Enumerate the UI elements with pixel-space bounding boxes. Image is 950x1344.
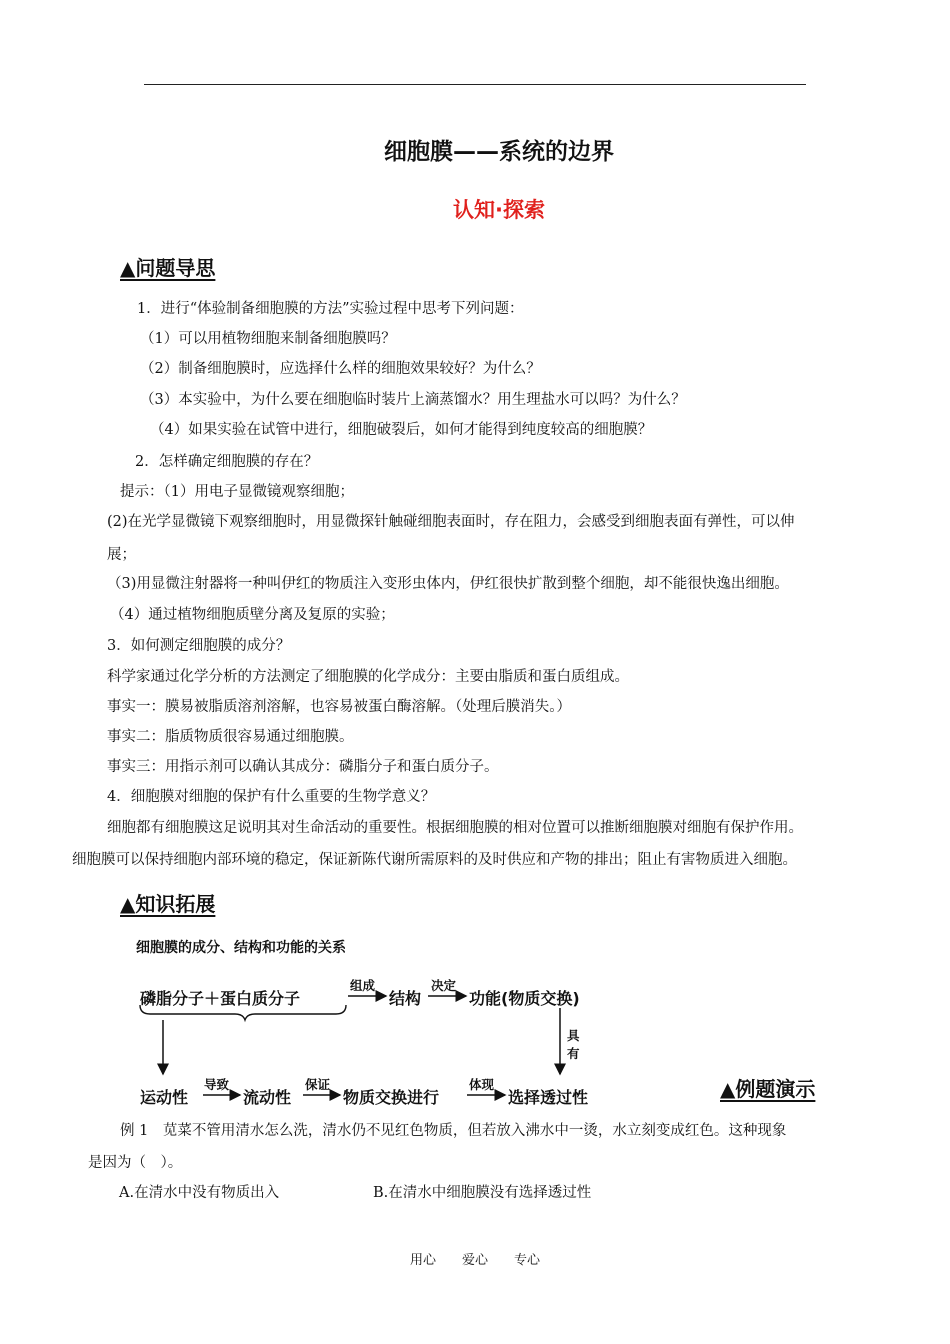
diagram-node-motility: 运动性 <box>140 1088 189 1107</box>
question-1-4: （4）如果实验在试管中进行，细胞破裂后，如何才能得到纯度较高的细胞膜？ <box>150 422 653 438</box>
diagram-node-selective: 选择透过性 <box>508 1088 589 1107</box>
hint-4: （4）通过植物细胞质壁分离及复原的实验； <box>110 607 395 623</box>
question-4-answer-line-2: 细胞膜可以保持细胞内部环境的稳定，保证新陈代谢所需原料的及时供应和产物的排出；阻止有害物质进入细胞。 <box>72 852 797 868</box>
hint-2-line-1: (2)在光学显微镜下观察细胞时，用显微探针触碰细胞表面时，存在阻力，会感受到细胞表面有弹性，可以伸 <box>107 514 795 530</box>
section-heading-questions: ▲问题导思 <box>120 256 216 280</box>
option-b: B.在清水中细胞膜没有选择透过性 <box>373 1185 592 1201</box>
example-1-line-2: 是因为（ ）。 <box>88 1155 183 1171</box>
diagram-side-label-1: 具 <box>567 1028 580 1043</box>
section-heading-examples: ▲例题演示 <box>720 1077 816 1101</box>
option-a: A.在清水中没有物质出入 <box>119 1185 280 1201</box>
question-1-2: （2）制备细胞膜时，应选择什么样的细胞效果较好？为什么？ <box>140 361 541 377</box>
fact-2: 事实二：脂质物质很容易通过细胞膜。 <box>107 729 354 745</box>
diagram-arrow-label-determine: 决定 <box>431 978 457 993</box>
hint-3: （3)用显微注射器将一种叫伊红的物质注入变形虫体内，伊红很快扩散到整个细胞，却不能很快逸出细胞。 <box>107 576 789 592</box>
diagram-arrow-label-embody: 体现 <box>469 1077 495 1092</box>
question-2: 2．怎样确定细胞膜的存在？ <box>135 454 319 470</box>
question-3-answer: 科学家通过化学分析的方法测定了细胞膜的化学成分：主要由脂质和蛋白质组成。 <box>107 669 629 685</box>
diagram-node-exchange: 物质交换进行 <box>343 1088 440 1107</box>
page-footer: 用心 爱心 专心 <box>409 1253 540 1268</box>
diagram-title: 细胞膜的成分、结构和功能的关系 <box>136 940 346 956</box>
fact-1: 事实一：膜易被脂质溶剂溶解，也容易被蛋白酶溶解。（处理后膜消失。） <box>107 699 571 715</box>
question-4: 4．细胞膜对细胞的保护有什么重要的生物学意义？ <box>107 789 436 805</box>
brace-components <box>140 1005 346 1020</box>
diagram-arrow-label-ensure: 保证 <box>305 1077 331 1092</box>
page-title: 细胞膜——系统的边界 <box>384 139 614 165</box>
diagram-node-structure: 结构 <box>389 989 422 1008</box>
question-4-answer-line-1: 细胞都有细胞膜这足说明其对生命活动的重要性。根据细胞膜的相对位置可以推断细胞膜对细胞有保护作用。 <box>107 820 803 836</box>
question-1-1: （1）可以用植物细胞来制备细胞膜吗？ <box>140 331 396 347</box>
hint-1: 提示：（1）用电子显微镜观察细胞； <box>120 484 354 500</box>
question-1: 1．进行“体验制备细胞膜的方法”实验过程中思考下列问题： <box>137 301 524 317</box>
diagram-arrow-label-compose: 组成 <box>350 978 376 993</box>
hint-2-line-2: 展； <box>107 547 136 563</box>
page-subtitle: 认知·探索 <box>453 198 545 222</box>
example-1-line-1: 例 1 苋菜不管用清水怎么洗，清水仍不见红色物质，但若放入沸水中一烫，水立刻变成红色。这种现象 <box>120 1123 787 1139</box>
fact-3: 事实三：用指示剂可以确认其成分：磷脂分子和蛋白质分子。 <box>107 759 499 775</box>
diagram-arrow-label-lead: 导致 <box>204 1077 230 1092</box>
diagram-node-function: 功能(物质交换) <box>469 989 580 1008</box>
question-3: 3．如何测定细胞膜的成分？ <box>107 638 291 654</box>
question-1-3: （3）本实验中，为什么要在细胞临时装片上滴蒸馏水？用生理盐水可以吗？为什么？ <box>140 392 686 408</box>
diagram-node-components: 磷脂分子＋蛋白质分子 <box>140 989 301 1008</box>
diagram-side-label-2: 有 <box>567 1046 580 1061</box>
diagram-node-fluidity: 流动性 <box>243 1088 292 1107</box>
section-heading-knowledge: ▲知识拓展 <box>120 892 216 916</box>
